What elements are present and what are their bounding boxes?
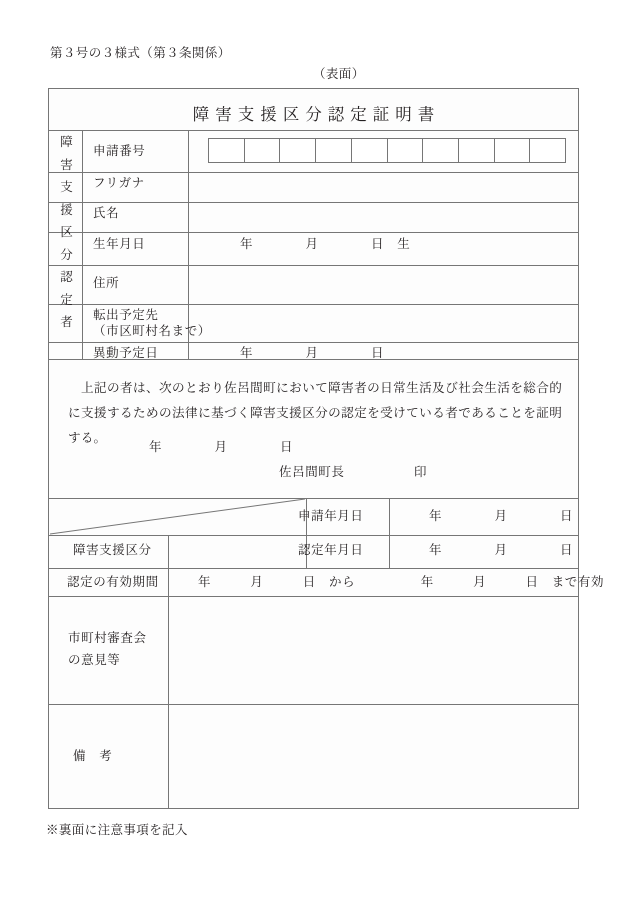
- value-application-date[interactable]: 年 月 日: [429, 509, 574, 523]
- vlabel-char-5: 分: [60, 247, 73, 262]
- label-application-number: 申請番号: [93, 144, 146, 158]
- application-number-box[interactable]: [530, 139, 565, 162]
- rule-remarks-label-divider: [168, 568, 169, 809]
- vlabel-char-3: 援: [60, 202, 73, 217]
- label-application-date: 申請年月日: [298, 509, 364, 523]
- statement-body: 上記の者は、次のとおり佐呂間町において障害者の日常生活及び社会生活を総合的に支援するための法律に基づく障害支援区分の認定を受けている者であることを証明する。: [68, 381, 562, 445]
- front-side-note: （表面）: [313, 67, 365, 81]
- rule-row-applicationno: [49, 172, 578, 173]
- application-number-box[interactable]: [280, 139, 316, 162]
- application-number-box[interactable]: [209, 139, 245, 162]
- application-number-box[interactable]: [423, 139, 459, 162]
- vlabel-char-6: 認: [60, 270, 73, 284]
- label-support-category: 障害支援区分: [73, 543, 152, 557]
- application-number-input-boxes[interactable]: [208, 138, 566, 163]
- label-moving-date: 異動予定日: [93, 346, 159, 360]
- rule-validperiod-bottom: [49, 596, 578, 597]
- diagonal-strike-line: [49, 498, 306, 535]
- label-moving-destination-note: （市区町村名まで）: [93, 324, 211, 338]
- label-address: 住所: [93, 276, 120, 290]
- application-number-box[interactable]: [459, 139, 495, 162]
- label-review-board-line1: 市町村審査会: [68, 631, 147, 645]
- vlabel-char-1: 害: [60, 157, 73, 172]
- back-side-note: ※裏面に注意事項を記入: [46, 823, 188, 837]
- rule-decisiondate-bottom: [49, 568, 578, 569]
- seal-mark: 印: [414, 465, 428, 479]
- form-number: 第３号の３様式（第３条関係）: [50, 46, 231, 60]
- label-moving-destination: 転出予定先: [93, 308, 159, 322]
- value-valid-period[interactable]: 年 月 日 から 年 月 日 まで有効: [198, 575, 605, 589]
- label-valid-period: 認定の有効期間: [67, 575, 159, 589]
- vlabel-char-7: 定: [60, 292, 73, 307]
- value-moving-date[interactable]: 年 月 日: [240, 346, 385, 360]
- rule-row-movingto: [49, 342, 578, 343]
- page-title: 障害支援区分認定証明書: [192, 105, 441, 124]
- label-remarks: 備 考: [73, 749, 113, 763]
- rule-row-birthdate: [49, 265, 578, 266]
- label-review-board-line2: の意見等: [68, 653, 121, 667]
- certificate-frame: [48, 88, 605, 809]
- rule-datelabel-divider: [389, 498, 390, 568]
- application-number-box[interactable]: [388, 139, 424, 162]
- application-number-box[interactable]: [245, 139, 281, 162]
- label-birthdate: 生年月日: [93, 237, 146, 251]
- application-number-box[interactable]: [352, 139, 388, 162]
- application-number-box[interactable]: [495, 139, 531, 162]
- application-number-box[interactable]: [316, 139, 352, 162]
- vlabel-char-0: 障: [60, 135, 73, 149]
- rule-row-name: [49, 232, 578, 233]
- label-name: 氏名: [93, 206, 120, 220]
- signer-title: 佐呂間町長: [279, 465, 345, 479]
- value-birthdate[interactable]: 年 月 日 生: [240, 237, 411, 251]
- vlabel-char-2: 支: [60, 180, 73, 194]
- vlabel-char-8: 者: [60, 315, 73, 329]
- rule-row-address: [49, 304, 578, 305]
- statement-date-line[interactable]: 年 月 日: [149, 440, 294, 454]
- label-furigana: フリガナ: [93, 176, 145, 190]
- vlabel-char-4: 区: [60, 225, 73, 239]
- rule-applicationdate-bottom: [49, 535, 578, 536]
- value-decision-date[interactable]: 年 月 日: [429, 543, 574, 557]
- applicant-vertical-label: [50, 131, 83, 334]
- rule-title-bottom: [49, 130, 578, 131]
- label-decision-date: 認定年月日: [298, 543, 364, 557]
- rule-reviewboard-bottom: [49, 704, 578, 705]
- rule-row-furigana: [49, 202, 578, 203]
